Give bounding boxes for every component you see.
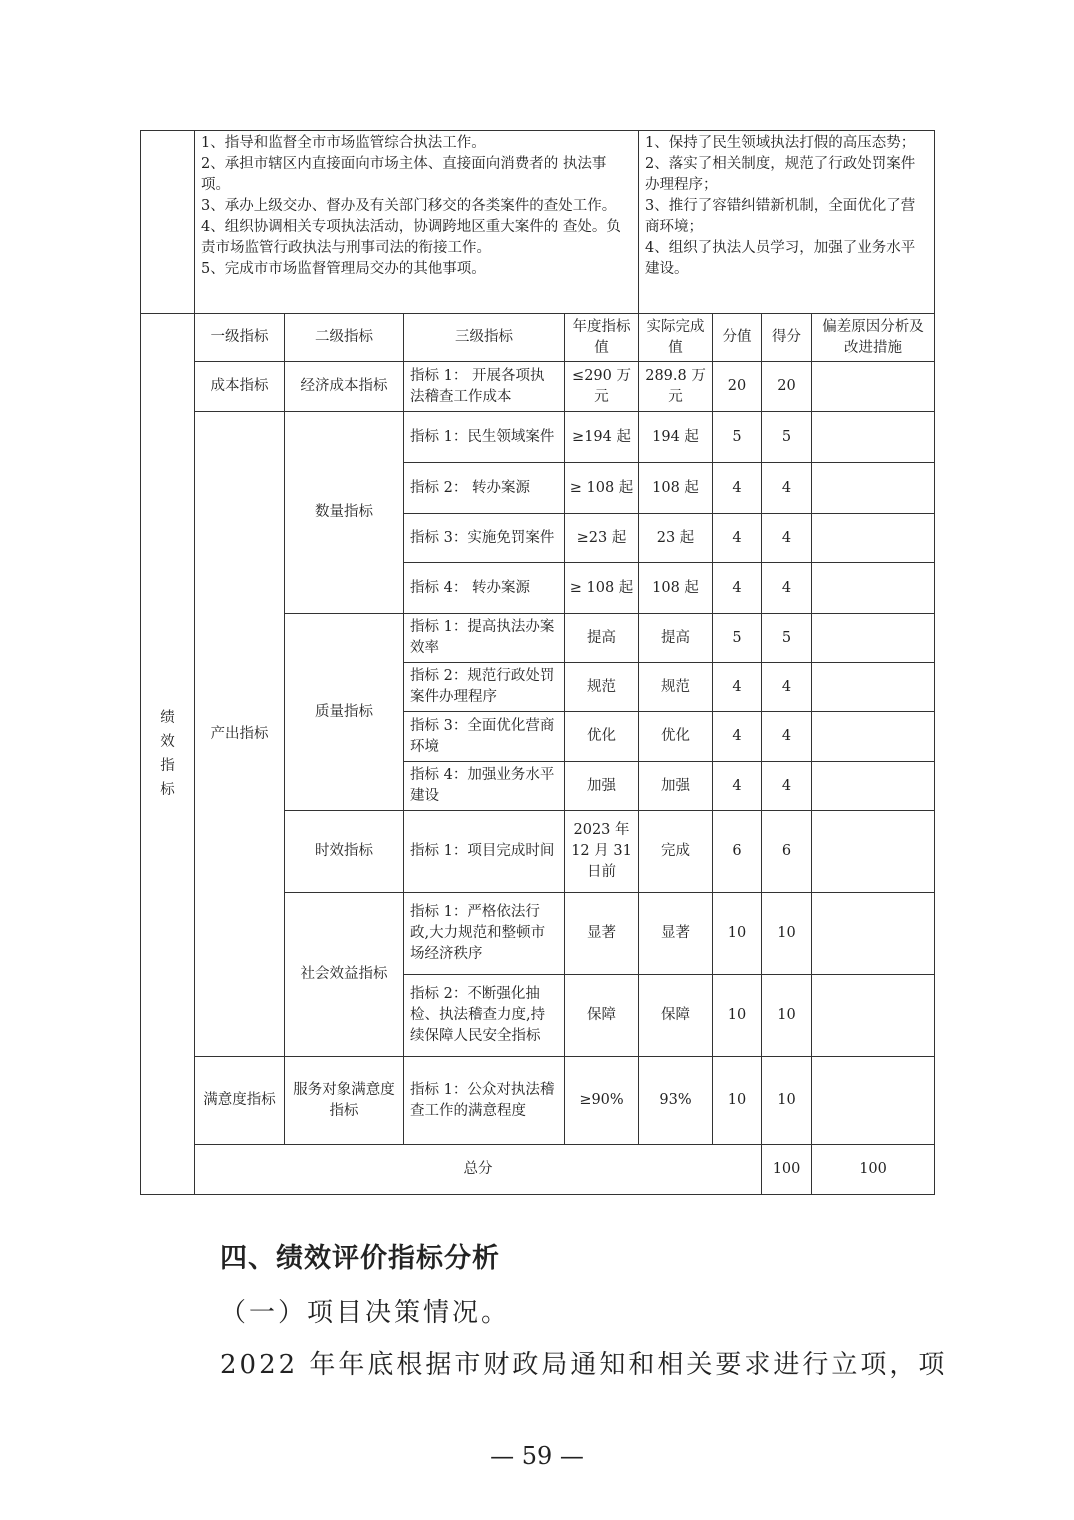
deviation-cell — [812, 1057, 935, 1145]
header-row — [141, 314, 935, 362]
weight-cell: 5 — [713, 412, 762, 463]
score-cell: 5 — [762, 614, 812, 663]
target-cell: ≥23 起 — [565, 514, 639, 563]
satisfaction-level1: 满意度指标 — [195, 1057, 285, 1145]
header-actual: 实际完成值 — [639, 314, 713, 362]
deviation-cell — [812, 811, 935, 893]
actual-cell: 提高 — [639, 614, 713, 663]
indicator-cell: 指标 2： 转办案源 — [404, 463, 565, 514]
target-cell: 保障 — [565, 975, 639, 1057]
cost-score: 20 — [762, 362, 812, 412]
score-cell: 10 — [762, 1057, 812, 1145]
total-row — [141, 1145, 935, 1195]
actual-cell: 规范 — [639, 663, 713, 712]
score-cell: 5 — [762, 412, 812, 463]
weight-cell: 10 — [713, 1057, 762, 1145]
weight-cell: 4 — [713, 762, 762, 811]
deviation-cell — [812, 663, 935, 712]
cost-indicator: 指标 1： 开展各项执法稽查工作成本 — [404, 362, 565, 412]
deviation-cell — [812, 712, 935, 762]
weight-cell: 6 — [713, 811, 762, 893]
timeliness-label: 时效指标 — [285, 811, 404, 893]
header-weight: 分值 — [713, 314, 762, 362]
satisfaction-row — [141, 1057, 935, 1145]
indicator-cell: 指标 1：提高执法办案效率 — [404, 614, 565, 663]
actual-cell: 23 起 — [639, 514, 713, 563]
deviation-cell — [812, 893, 935, 975]
target-cell: 提高 — [565, 614, 639, 663]
actual-cell: 93% — [639, 1057, 713, 1145]
target-cell: ≥90% — [565, 1057, 639, 1145]
score-cell: 4 — [762, 563, 812, 614]
deviation-cell — [812, 463, 935, 514]
goal-line: 2、承担市辖区内直接面向市场主体、直接面向消费者的 执法事项。 — [201, 156, 607, 193]
score-cell: 4 — [762, 762, 812, 811]
cost-level2: 经济成本指标 — [285, 362, 404, 412]
cost-actual: 289.8 万元 — [639, 362, 713, 412]
page-number: — 59 — — [490, 1442, 584, 1470]
cost-row — [141, 362, 935, 412]
cost-target: ≤290 万元 — [565, 362, 639, 412]
header-level3: 三级指标 — [404, 314, 565, 362]
subsection-heading: （一）项目决策情况。 — [220, 1298, 511, 1328]
completion-line: 3、推行了容错纠错新机制，全面优化了营商环境； — [645, 198, 916, 235]
actual-cell: 优化 — [639, 712, 713, 762]
deviation-cell — [812, 975, 935, 1057]
weight-cell: 5 — [713, 614, 762, 663]
target-cell: 加强 — [565, 762, 639, 811]
actual-cell: 显著 — [639, 893, 713, 975]
table-row — [141, 412, 935, 463]
weight-cell: 4 — [713, 663, 762, 712]
indicator-cell: 指标 1：公众对执法稽查工作的满意程度 — [404, 1057, 565, 1145]
target-cell: ≥ 108 起 — [565, 563, 639, 614]
weight-cell: 10 — [713, 893, 762, 975]
actual-cell: 108 起 — [639, 463, 713, 514]
deviation-cell — [812, 563, 935, 614]
weight-cell: 4 — [713, 563, 762, 614]
actual-completion-cell — [639, 131, 935, 314]
deviation-cell — [812, 614, 935, 663]
indicator-cell: 指标 2：不断强化抽检、执法稽查力度,持续保障人民安全指标 — [404, 975, 565, 1057]
weight-cell: 10 — [713, 975, 762, 1057]
goal-row — [141, 131, 935, 314]
quantity-label: 数量指标 — [285, 412, 404, 614]
header-deviation: 偏差原因分析及改进措施 — [812, 314, 935, 362]
score-cell: 10 — [762, 893, 812, 975]
indicator-cell: 指标 1：严格依法行政,大力规范和整顿市场经济秩序 — [404, 893, 565, 975]
goal-line: 5、完成市市场监督管理局交办的其他事项。 — [201, 261, 486, 277]
cost-deviation — [812, 362, 935, 412]
target-cell: 规范 — [565, 663, 639, 712]
deviation-cell — [812, 762, 935, 811]
header-score: 得分 — [762, 314, 812, 362]
total-label: 总分 — [195, 1145, 762, 1195]
score-cell: 4 — [762, 663, 812, 712]
indicator-cell: 指标 3：实施免罚案件 — [404, 514, 565, 563]
weight-cell: 4 — [713, 514, 762, 563]
target-cell: 优化 — [565, 712, 639, 762]
target-cell: ≥194 起 — [565, 412, 639, 463]
perf-indicator-label: 绩效指标 — [141, 314, 195, 1195]
satisfaction-level2: 服务对象满意度指标 — [285, 1057, 404, 1145]
actual-cell: 保障 — [639, 975, 713, 1057]
score-cell: 4 — [762, 514, 812, 563]
goal-line: 3、承办上级交办、督办及有关部门移交的各类案件的查处工作。 — [201, 198, 617, 214]
indicator-cell: 指标 1：项目完成时间 — [404, 811, 565, 893]
indicator-cell: 指标 4：加强业务水平建设 — [404, 762, 565, 811]
header-level2: 二级指标 — [285, 314, 404, 362]
weight-cell: 4 — [713, 712, 762, 762]
body-paragraph: 2022 年年底根据市财政局通知和相关要求进行立项，项 — [220, 1350, 948, 1380]
total-score: 100 — [812, 1145, 935, 1195]
score-cell: 10 — [762, 975, 812, 1057]
target-cell: 显著 — [565, 893, 639, 975]
annual-goal-cell — [195, 131, 639, 314]
deviation-cell — [812, 412, 935, 463]
completion-line: 1、保持了民生领域执法打假的高压态势； — [645, 135, 916, 151]
target-cell: ≥ 108 起 — [565, 463, 639, 514]
score-cell: 4 — [762, 463, 812, 514]
actual-cell: 完成 — [639, 811, 713, 893]
output-level1: 产出指标 — [195, 412, 285, 1057]
completion-line: 2、落实了相关制度，规范了行政处罚案件办理程序； — [645, 156, 916, 193]
actual-cell: 加强 — [639, 762, 713, 811]
goal-line: 4、组织协调相关专项执法活动，协调跨地区重大案件的 查处。负责市场监管行政执法与刑事司法的衔接工作。 — [201, 219, 621, 256]
actual-cell: 194 起 — [639, 412, 713, 463]
indicator-cell: 指标 4： 转办案源 — [404, 563, 565, 614]
cost-level1: 成本指标 — [195, 362, 285, 412]
score-cell: 6 — [762, 811, 812, 893]
indicator-cell: 指标 2：规范行政处罚案件办理程序 — [404, 663, 565, 712]
target-cell: 2023 年 12 月 31 日前 — [565, 811, 639, 893]
actual-cell: 108 起 — [639, 563, 713, 614]
goal-line: 1、指导和监督全市市场监管综合执法工作。 — [201, 135, 486, 151]
weight-cell: 4 — [713, 463, 762, 514]
header-target: 年度指标值 — [565, 314, 639, 362]
social-label: 社会效益指标 — [285, 893, 404, 1057]
score-cell: 4 — [762, 712, 812, 762]
deviation-cell — [812, 514, 935, 563]
section-heading: 四、绩效评价指标分析 — [220, 1243, 500, 1274]
indicator-cell: 指标 3：全面优化营商环境 — [404, 712, 565, 762]
header-level1: 一级指标 — [195, 314, 285, 362]
completion-line: 4、组织了执法人员学习，加强了业务水平建设。 — [645, 240, 916, 277]
performance-table — [140, 130, 935, 1195]
goal-side-cell — [141, 131, 195, 314]
indicator-cell: 指标 1：民生领域案件 — [404, 412, 565, 463]
quality-label: 质量指标 — [285, 614, 404, 811]
total-weight: 100 — [762, 1145, 812, 1195]
cost-weight: 20 — [713, 362, 762, 412]
